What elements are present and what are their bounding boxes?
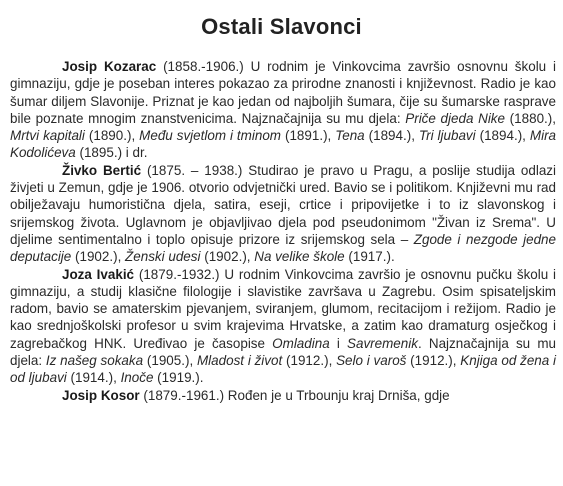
work-title: Iz našeg sokaka xyxy=(45,353,144,369)
paragraph-text: (1891.), xyxy=(281,128,336,144)
paragraph-text: (1880.), xyxy=(505,110,556,126)
author-name: Joza Ivakić xyxy=(62,266,135,282)
work-title: Savremenik xyxy=(347,335,418,351)
paragraph-text: (1914.), xyxy=(66,370,121,386)
paragraph-text: (1905.), xyxy=(143,353,197,369)
paragraph-text: (1902.), xyxy=(200,249,255,265)
paragraph-text: (1917.). xyxy=(344,249,395,265)
author-name: Josip Kosor xyxy=(62,387,140,403)
biography-paragraph xyxy=(10,162,556,266)
paragraph-text: (1919.). xyxy=(153,370,204,386)
paragraph-text: (1894.), xyxy=(364,128,419,144)
work-title: Na velike škole xyxy=(254,249,345,265)
paragraph-text: (1875. – 1938.) Studirao je pravo u Pragu, a poslije studija odlazi živjeti u Zemun, gdje je 1906. otvorio odvjetnički ured. Bavio se i politikom. Književni mu rad obilježavaju humoristična djela, satira, eseji, crtice i pripovijetke i to iz slavonskog i srijemskog života. Uglavnom je objavljivao djela pod pseudonimom "Živan iz Srema". U djelime sentimentalno i toplo opisuje prizore iz srijemskog sela – xyxy=(10,162,557,247)
paragraph-text: (1902.), xyxy=(71,249,126,265)
document-body xyxy=(10,58,556,404)
author-name: Živko Bertić xyxy=(62,162,142,178)
work-title: Priče djeda Nike xyxy=(405,110,505,126)
work-title: Inoče xyxy=(120,370,154,386)
paragraph-text: (1879.-1932.) U rodnim Vinkovcima završio je osnovnu pučku školu i gimnaziju, a studij klasične filologije i slavistike završava u Zagrebu. Osim spisateljskim radom, bavio se amaterskim pjevanjem, sviranjem, glumom, recitacijom i režijom. Radio je kao srednjoškolski profesor u svim krajevima Hrvatske, a zatim kao dramaturg osječkog i zagrebačkog HNK. Uređivao je časopise xyxy=(10,266,557,351)
work-title: Tena xyxy=(335,128,365,144)
work-title: Zgode i nezgode jedne deputacije xyxy=(10,231,556,265)
work-title: Mrtvi kapitali xyxy=(10,128,85,144)
paragraph-text: (1890.), xyxy=(84,128,140,144)
work-title: Ženski udesi xyxy=(125,249,201,265)
page-title: Ostali Slavonci xyxy=(201,14,362,39)
work-title: Tri ljubavi xyxy=(418,128,476,144)
paragraph-text: (1895.) i dr. xyxy=(75,145,148,161)
paragraph-text: (1912.), xyxy=(406,353,461,369)
biography-paragraph xyxy=(10,387,556,404)
work-title: Knjiga od žena i od ljubavi xyxy=(10,353,557,386)
paragraph-text: (1912.), xyxy=(282,353,337,369)
author-name: Josip Kozarac xyxy=(62,59,157,74)
paragraph-text: . Najznačajnija su mu djela: xyxy=(10,335,556,369)
work-title: Mladost i život xyxy=(196,353,283,369)
paragraph-text: i xyxy=(329,335,348,351)
biography-paragraph xyxy=(10,58,556,162)
paragraph-text: (1858.-1906.) U rodnim je Vinkovcima završio osnovnu školu i gimnaziju, gdje je poseban interes pokazao za prirodne znanosti i književnost. Radio je kao šumar diljem Slavonije. Priznat je kao jedan od najboljih šumara, čije su šumarske rasprave bile poznate mnogim znanstvenicima. Najznačajnija su mu djela: xyxy=(10,59,556,126)
biography-paragraph xyxy=(10,266,556,387)
work-title: Omladina xyxy=(272,335,330,351)
paragraph-text: (1879.-1961.) Rođen je u Trbounju kraj Drniša, gdje xyxy=(139,387,450,403)
work-title: Selo i varoš xyxy=(336,353,407,369)
paragraph-text: (1894.), xyxy=(475,128,530,144)
work-title: Mira Kodolićeva xyxy=(10,128,557,161)
work-title: Među svjetlom i tminom xyxy=(139,128,281,144)
